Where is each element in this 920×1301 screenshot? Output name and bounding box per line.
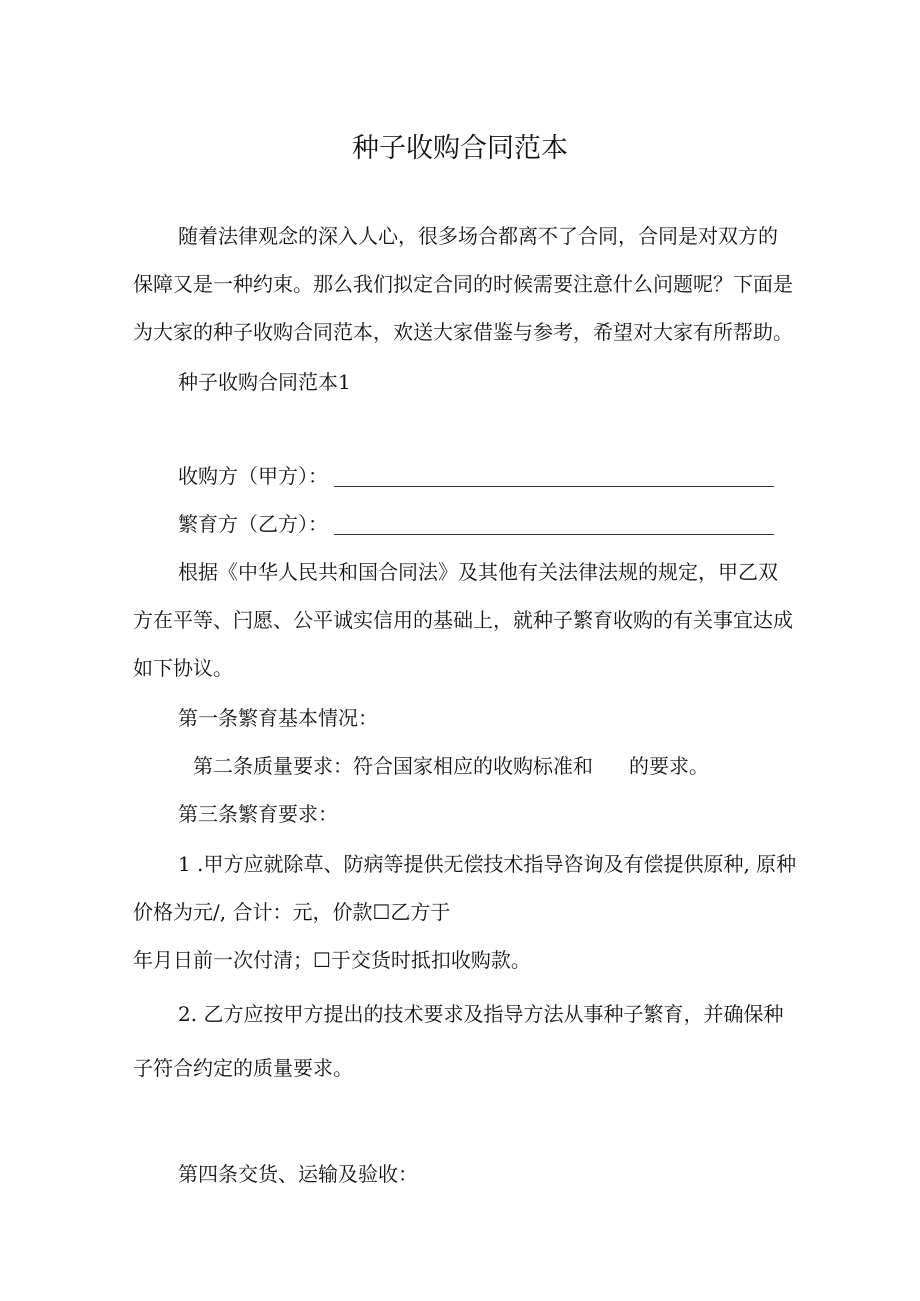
contract-subtitle: 种子收购合同范本1 — [178, 370, 351, 394]
preamble-line-2: 方在平等、闩愿、公平诚实信用的基础上，就种子繁育收购的有关事宜达成 — [133, 608, 793, 632]
party-a-row — [178, 462, 774, 490]
party-a-label: 收购方（甲方）： — [178, 464, 328, 488]
party-b-row — [178, 510, 774, 538]
document-title: 种子收购合同范本 — [352, 133, 568, 164]
item-1-line-1: 1 .甲方应就除草、防病等提供无偿技术指导咨询及有偿提供原种, 原种 — [178, 852, 797, 876]
party-a-blank — [334, 466, 774, 487]
party-b-label: 繁育方（乙方）： — [178, 512, 328, 536]
item-1-line-2: 价格为元/, 合计：元，价款☐乙方于 — [133, 900, 451, 924]
intro-line-2: 保障又是一种约束。那么我们拟定合同的时候需要注意什么问题呢？下面是 — [133, 272, 793, 296]
preamble-line-1: 根据《中华人民共和国合同法》及其他有关法律法规的规定，甲乙双 — [178, 560, 778, 584]
article-1: 第一条繁育基本情况： — [178, 706, 378, 730]
article-2-text-a: 第二条质量要求：符合国家相应的收购标准和 — [193, 754, 593, 778]
intro-line-3: 为大家的种子收购合同范本，欢送大家借鉴与参考，希望对大家有所帮助。 — [133, 320, 793, 344]
article-2 — [193, 752, 709, 780]
party-b-blank — [334, 514, 774, 535]
preamble-line-3: 如下协议。 — [133, 656, 233, 680]
item-2-line-2: 子符合约定的质量要求。 — [133, 1056, 353, 1080]
item-2-line-1: 2. 乙方应按甲方提出的技术要求及指导方法从事种子繁育，并确保种 — [178, 1002, 784, 1026]
item-1-line-3: 年月日前一次付清；☐于交货时抵扣收购款。 — [133, 948, 531, 972]
article-2-text-b: 的要求。 — [629, 754, 709, 778]
intro-line-1: 随着法律观念的深入人心，很多场合都离不了合同，合同是对双方的 — [178, 224, 778, 248]
article-3: 第三条繁育要求： — [178, 802, 338, 826]
article-4: 第四条交货、运输及验收： — [178, 1162, 418, 1186]
